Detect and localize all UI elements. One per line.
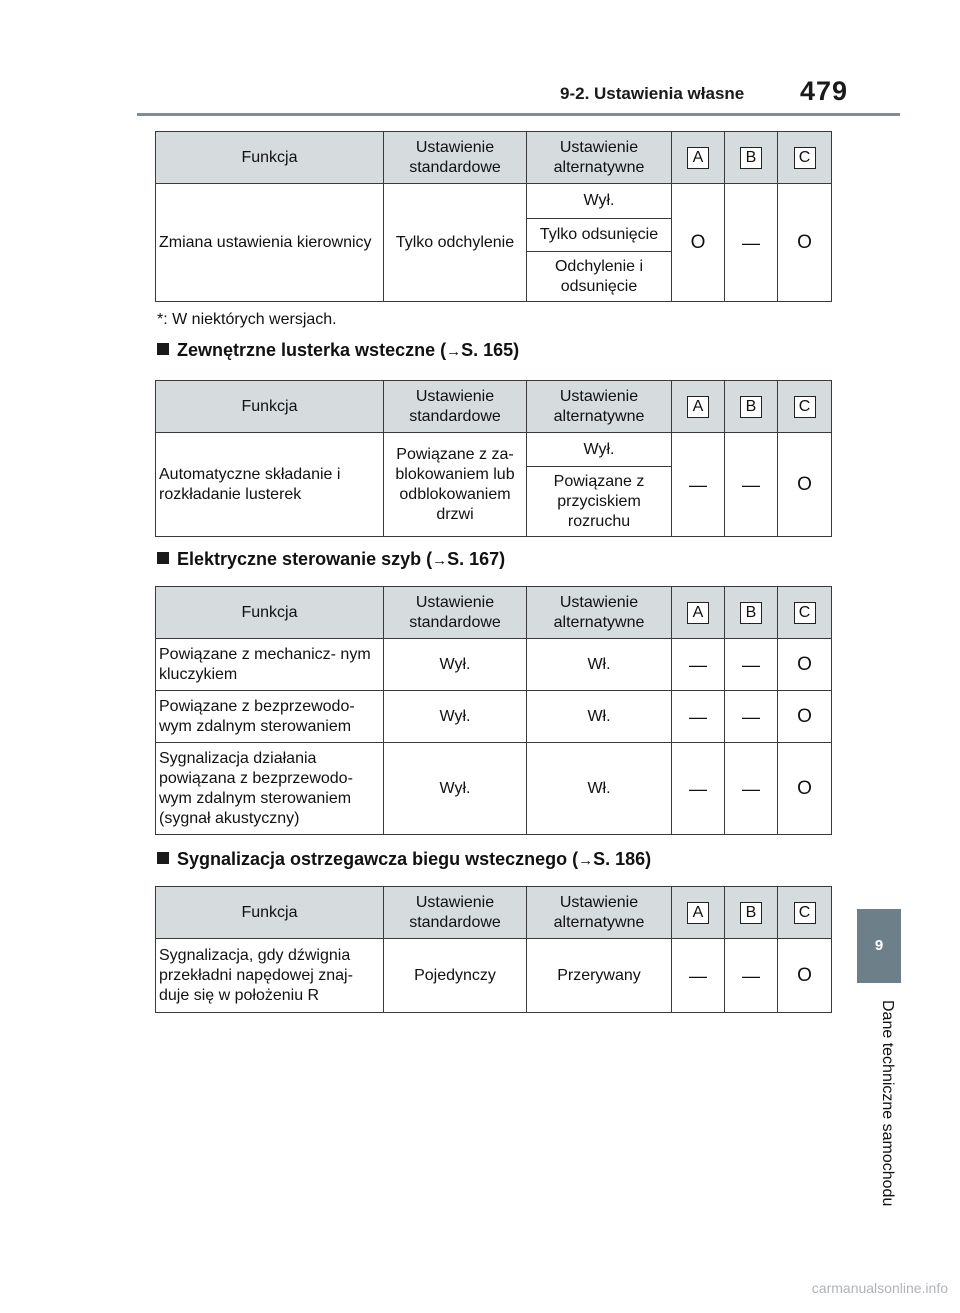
col-function: Funkcja bbox=[156, 587, 384, 639]
a-cell: — bbox=[672, 691, 725, 743]
col-c bbox=[778, 381, 832, 433]
alt-cell: Tylko odsunięcie bbox=[527, 219, 672, 252]
page-reference-link[interactable]: S. 186) bbox=[593, 849, 652, 869]
arrow-right-icon: → bbox=[432, 552, 448, 569]
function-cell: Sygnalizacja, gdy dźwignia przekładni napędowej znaj- duje się w położeniu R bbox=[156, 939, 384, 1013]
alt-cell: Wł. bbox=[527, 743, 672, 835]
header-divider bbox=[137, 113, 900, 116]
b-cell: — bbox=[725, 639, 778, 691]
a-cell: — bbox=[672, 743, 725, 835]
default-cell: Wył. bbox=[384, 691, 527, 743]
a-cell: — bbox=[672, 433, 725, 537]
section-heading-reverse-warning: Sygnalizacja ostrzegawcza biegu wstecznego (→S. 186) bbox=[157, 849, 837, 870]
c-cell: O bbox=[778, 939, 832, 1013]
c-cell: O bbox=[778, 691, 832, 743]
col-default: Ustawienie standardowe bbox=[384, 887, 527, 939]
table-row bbox=[156, 939, 832, 1013]
b-cell: — bbox=[725, 691, 778, 743]
label-a: A bbox=[687, 602, 709, 624]
steering-settings-table bbox=[155, 131, 832, 302]
alt-cell: Wł. bbox=[527, 639, 672, 691]
table-row bbox=[156, 691, 832, 743]
page-reference-link[interactable]: S. 165) bbox=[461, 340, 520, 360]
col-b bbox=[725, 587, 778, 639]
col-alternative: Ustawienie alternatywne bbox=[527, 887, 672, 939]
c-cell: O bbox=[778, 433, 832, 537]
col-function: Funkcja bbox=[156, 887, 384, 939]
label-a: A bbox=[687, 902, 709, 924]
alt-cell: Wył. bbox=[527, 433, 672, 467]
default-cell: Pojedynczy bbox=[384, 939, 527, 1013]
label-c: C bbox=[794, 396, 816, 418]
page-number: 479 bbox=[800, 76, 849, 106]
label-b: B bbox=[740, 147, 762, 169]
col-c bbox=[778, 587, 832, 639]
col-function: Funkcja bbox=[156, 132, 384, 184]
windows-settings-table bbox=[155, 586, 832, 835]
reverse-warning-table bbox=[155, 886, 832, 1013]
function-cell: Automatyczne składanie i rozkładanie lusterek bbox=[156, 433, 384, 537]
table-row bbox=[156, 639, 832, 691]
default-cell: Wył. bbox=[384, 639, 527, 691]
alt-cell: Wył. bbox=[527, 184, 672, 219]
label-a: A bbox=[687, 396, 709, 418]
col-function: Funkcja bbox=[156, 381, 384, 433]
section-heading-windows: Elektryczne sterowanie szyb (→S. 167) bbox=[157, 549, 837, 570]
col-default: Ustawienie standardowe bbox=[384, 587, 527, 639]
section-title: 9-2. Ustawienia własne bbox=[560, 84, 745, 103]
table-row bbox=[156, 743, 832, 835]
label-c: C bbox=[794, 602, 816, 624]
page-reference-link[interactable]: S. 167) bbox=[447, 549, 506, 569]
function-cell: Powiązane z bezprzewodo- wym zdalnym sterowaniem bbox=[156, 691, 384, 743]
chapter-label: Dane techniczne samochodu bbox=[879, 1000, 896, 1207]
col-a bbox=[672, 132, 725, 184]
function-cell: Zmiana ustawienia kierownicy bbox=[156, 184, 384, 302]
alt-cell: Wł. bbox=[527, 691, 672, 743]
col-b bbox=[725, 381, 778, 433]
mirrors-settings-table bbox=[155, 380, 832, 537]
c-cell: O bbox=[778, 743, 832, 835]
label-b: B bbox=[740, 396, 762, 418]
b-cell: — bbox=[725, 433, 778, 537]
col-alternative: Ustawienie alternatywne bbox=[527, 381, 672, 433]
bullet-square-icon bbox=[157, 343, 169, 355]
bullet-square-icon bbox=[157, 852, 169, 864]
function-cell: Sygnalizacja działania powiązana z bezprzewodo- wym zdalnym sterowaniem (sygnał akustyczny) bbox=[156, 743, 384, 835]
label-a: A bbox=[687, 147, 709, 169]
col-c bbox=[778, 132, 832, 184]
a-cell: — bbox=[672, 939, 725, 1013]
col-b bbox=[725, 887, 778, 939]
default-cell: Wył. bbox=[384, 743, 527, 835]
label-b: B bbox=[740, 602, 762, 624]
alt-cell: Przerywany bbox=[527, 939, 672, 1013]
arrow-right-icon: → bbox=[578, 852, 594, 869]
label-c: C bbox=[794, 147, 816, 169]
watermark: carmanualsonline.info bbox=[811, 1280, 948, 1296]
col-default: Ustawienie standardowe bbox=[384, 132, 527, 184]
chapter-tab[interactable]: 9 bbox=[857, 909, 901, 983]
label-b: B bbox=[740, 902, 762, 924]
col-a bbox=[672, 887, 725, 939]
col-alternative: Ustawienie alternatywne bbox=[527, 132, 672, 184]
col-a bbox=[672, 587, 725, 639]
a-cell: O bbox=[672, 184, 725, 302]
col-a bbox=[672, 381, 725, 433]
alt-cell: Odchylenie i odsunięcie bbox=[527, 252, 672, 302]
default-cell: Powiązane z za- blokowaniem lub odblokowaniem drzwi bbox=[384, 433, 527, 537]
bullet-square-icon bbox=[157, 552, 169, 564]
alt-cell: Powiązane z przyciskiem rozruchu bbox=[527, 467, 672, 537]
col-default: Ustawienie standardowe bbox=[384, 381, 527, 433]
a-cell: — bbox=[672, 639, 725, 691]
function-cell: Powiązane z mechanicz- nym kluczykiem bbox=[156, 639, 384, 691]
default-cell: Tylko odchylenie bbox=[384, 184, 527, 302]
col-alternative: Ustawienie alternatywne bbox=[527, 587, 672, 639]
b-cell: — bbox=[725, 184, 778, 302]
b-cell: — bbox=[725, 743, 778, 835]
col-b bbox=[725, 132, 778, 184]
section-heading-mirrors: Zewnętrzne lusterka wsteczne (→S. 165) bbox=[157, 340, 837, 361]
footnote: *: W niektórych wersjach. bbox=[157, 311, 337, 328]
arrow-right-icon: → bbox=[446, 343, 462, 360]
c-cell: O bbox=[778, 639, 832, 691]
b-cell: — bbox=[725, 939, 778, 1013]
col-c bbox=[778, 887, 832, 939]
c-cell: O bbox=[778, 184, 832, 302]
label-c: C bbox=[794, 902, 816, 924]
